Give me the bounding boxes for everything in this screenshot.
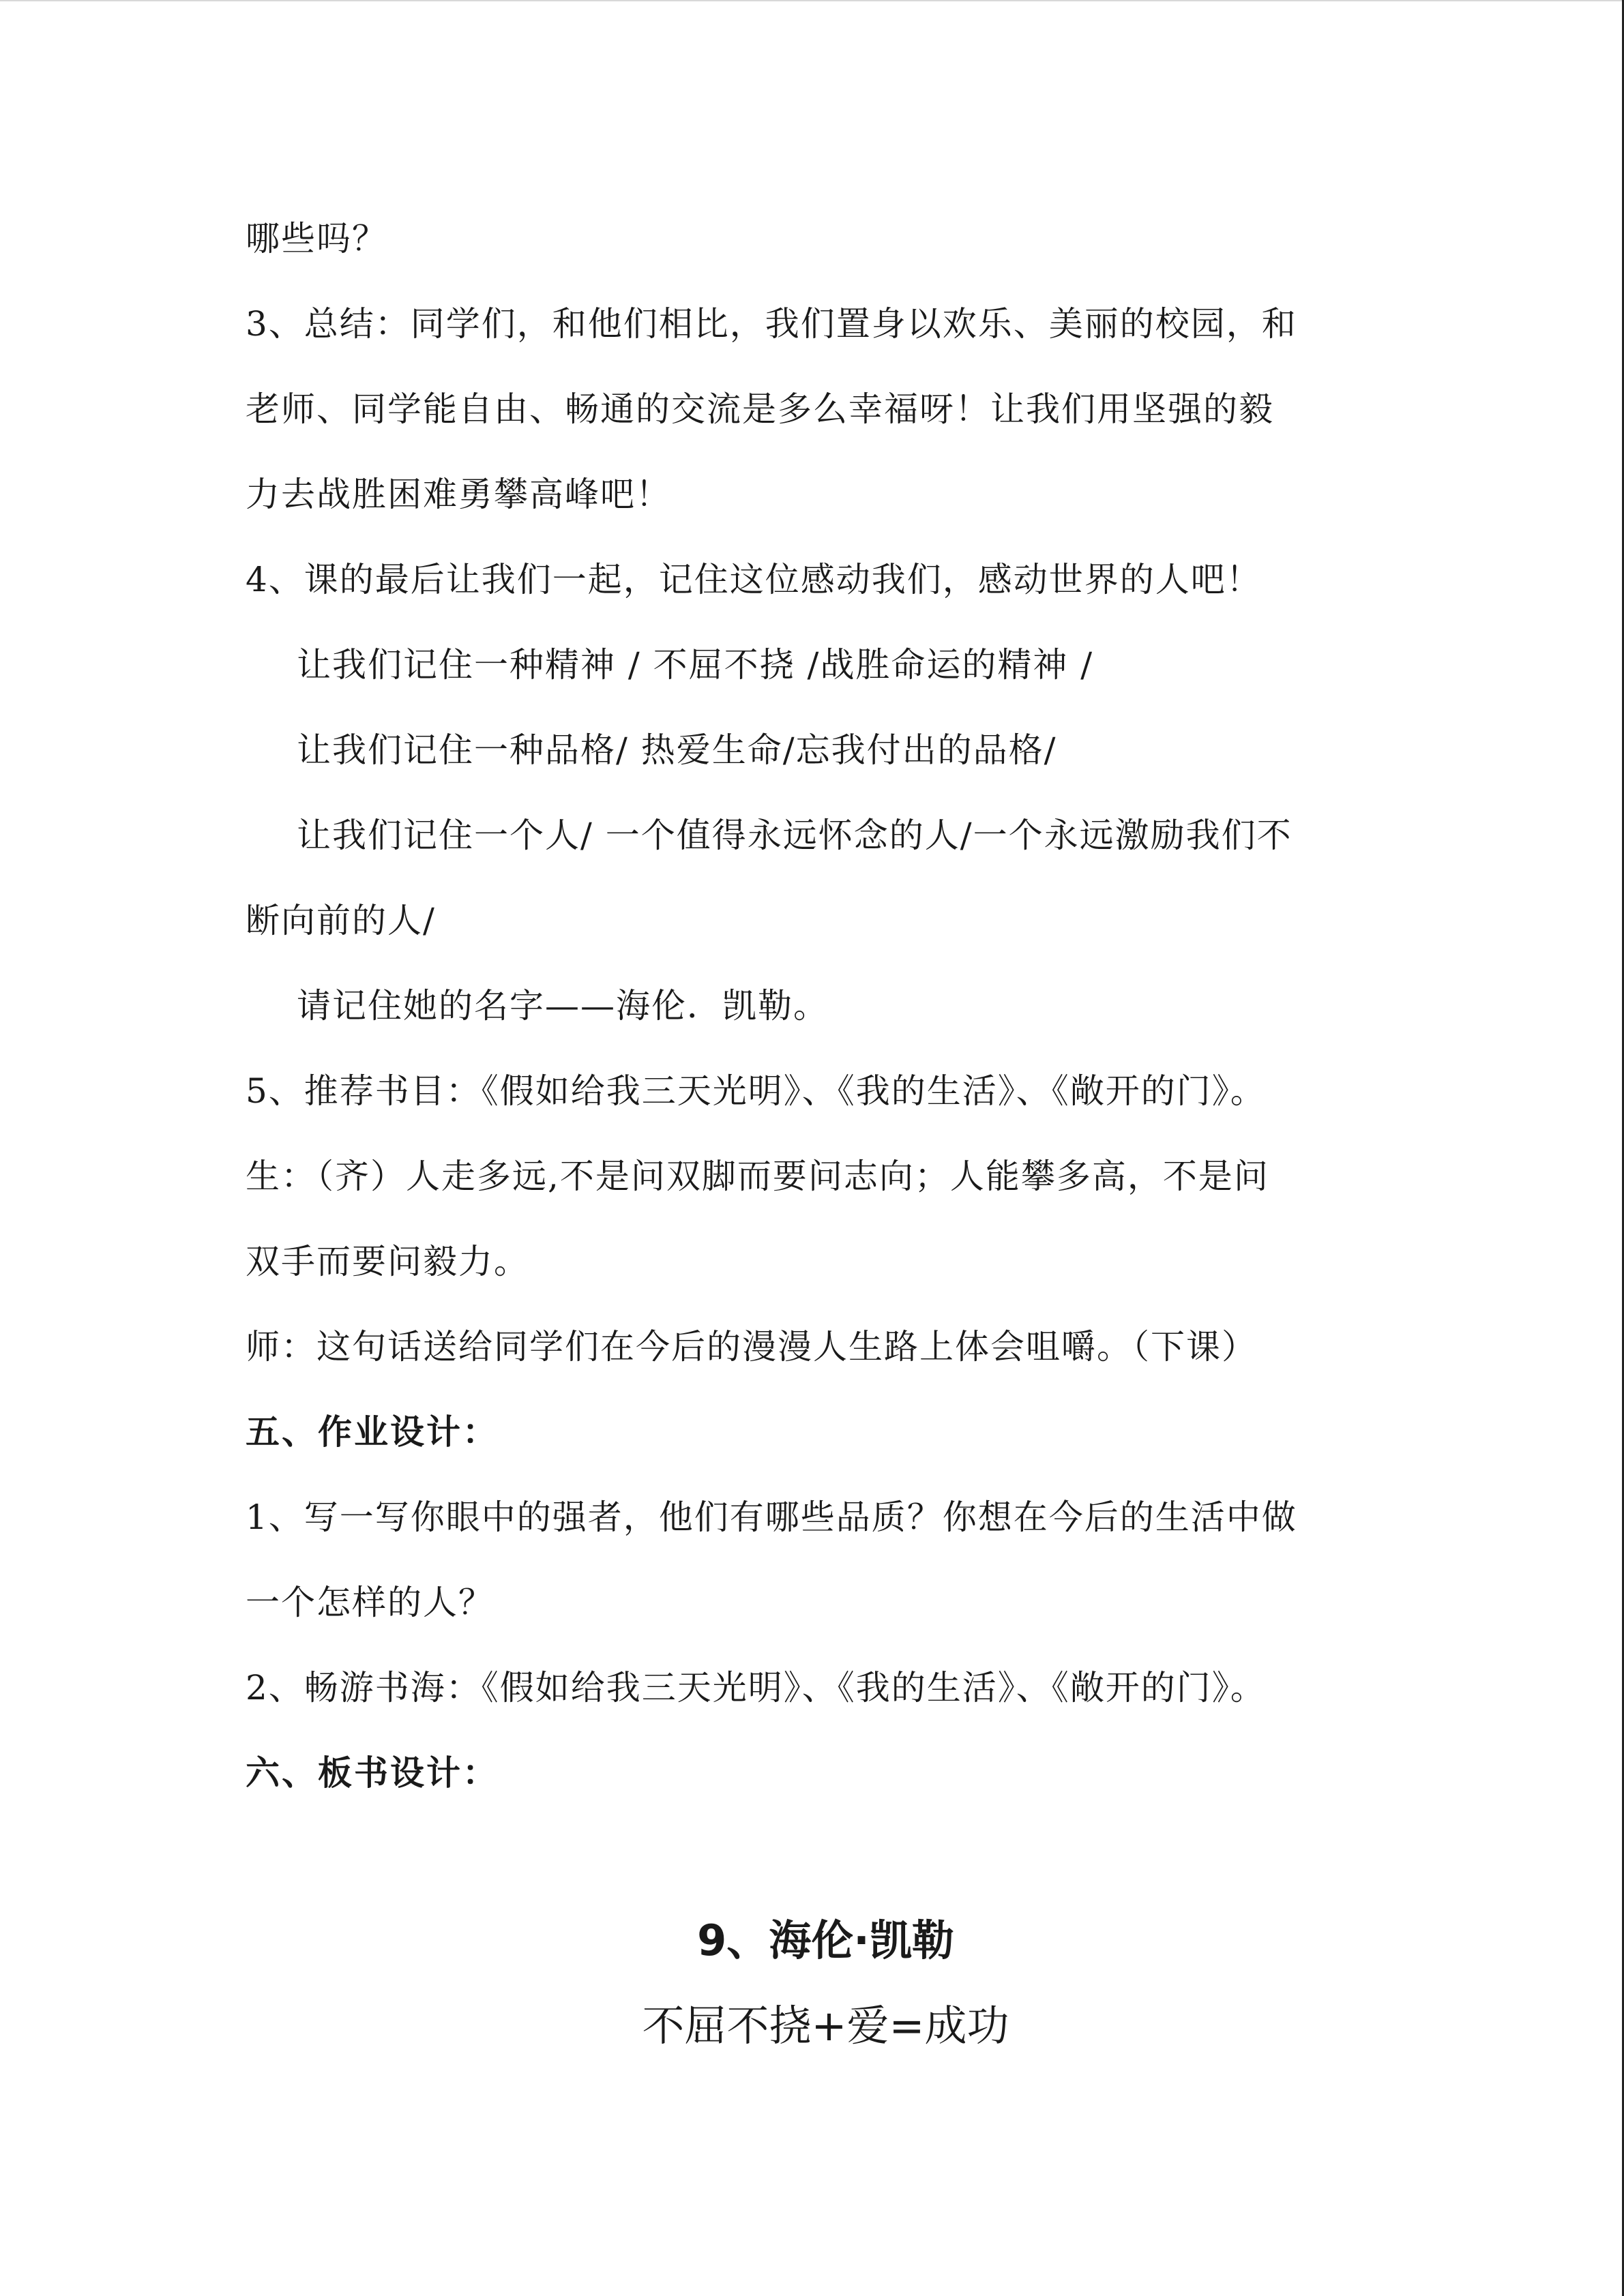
text-line: 让我们记住一个人/ 一个值得永远怀念的人/一个永远激励我们不 <box>297 816 1293 855</box>
board-title: 9、海伦·凯勒 <box>697 1915 954 1965</box>
text-line: 1、写一写你眼中的强者，他们有哪些品质？你想在今后的生活中做 <box>246 1497 1297 1537</box>
text-line: 老师、同学能自由、畅通的交流是多么幸福呀！让我们用坚强的毅 <box>246 389 1274 429</box>
text-line: 请记住她的名字——海伦．凯勒。 <box>297 986 829 1026</box>
text-line: 一个怎样的人？ <box>246 1583 494 1622</box>
text-line: 师：这句话送给同学们在今后的漫漫人生路上体会咀嚼。（下课） <box>246 1327 1257 1367</box>
text-line: 双手而要问毅力。 <box>246 1242 529 1281</box>
section-heading-homework: 五、作业设计： <box>246 1412 499 1452</box>
text-line: 2、畅游书海：《假如给我三天光明》、《我的生活》、《敞开的门》。 <box>246 1668 1266 1708</box>
text-line: 力去战胜困难勇攀高峰吧！ <box>246 475 671 514</box>
text-line: 让我们记住一种品格/ 热爱生命/忘我付出的品格/ <box>297 730 1057 770</box>
text-line: 3、总结：同学们，和他们相比，我们置身以欢乐、美丽的校园，和 <box>246 304 1297 344</box>
text-line: 4、课的最后让我们一起，记住这位感动我们，感动世界的人吧！ <box>246 560 1262 599</box>
section-heading-board-design: 六、板书设计： <box>246 1753 499 1793</box>
text-line: 生：（齐）人走多远,不是问双脚而要问志向；人能攀多高，不是问 <box>246 1157 1269 1196</box>
text-line: 断向前的人/ <box>246 901 436 940</box>
text-line: 让我们记住一种精神 / 不屈不挠 /战胜命运的精神 / <box>297 645 1094 685</box>
board-formula: 不屈不挠+爱=成功 <box>642 2001 1009 2051</box>
page-top-edge <box>0 0 1624 1</box>
text-line: 哪些吗？ <box>246 219 387 258</box>
text-line: 5、推荐书目：《假如给我三天光明》、《我的生活》、《敞开的门》。 <box>246 1071 1266 1111</box>
